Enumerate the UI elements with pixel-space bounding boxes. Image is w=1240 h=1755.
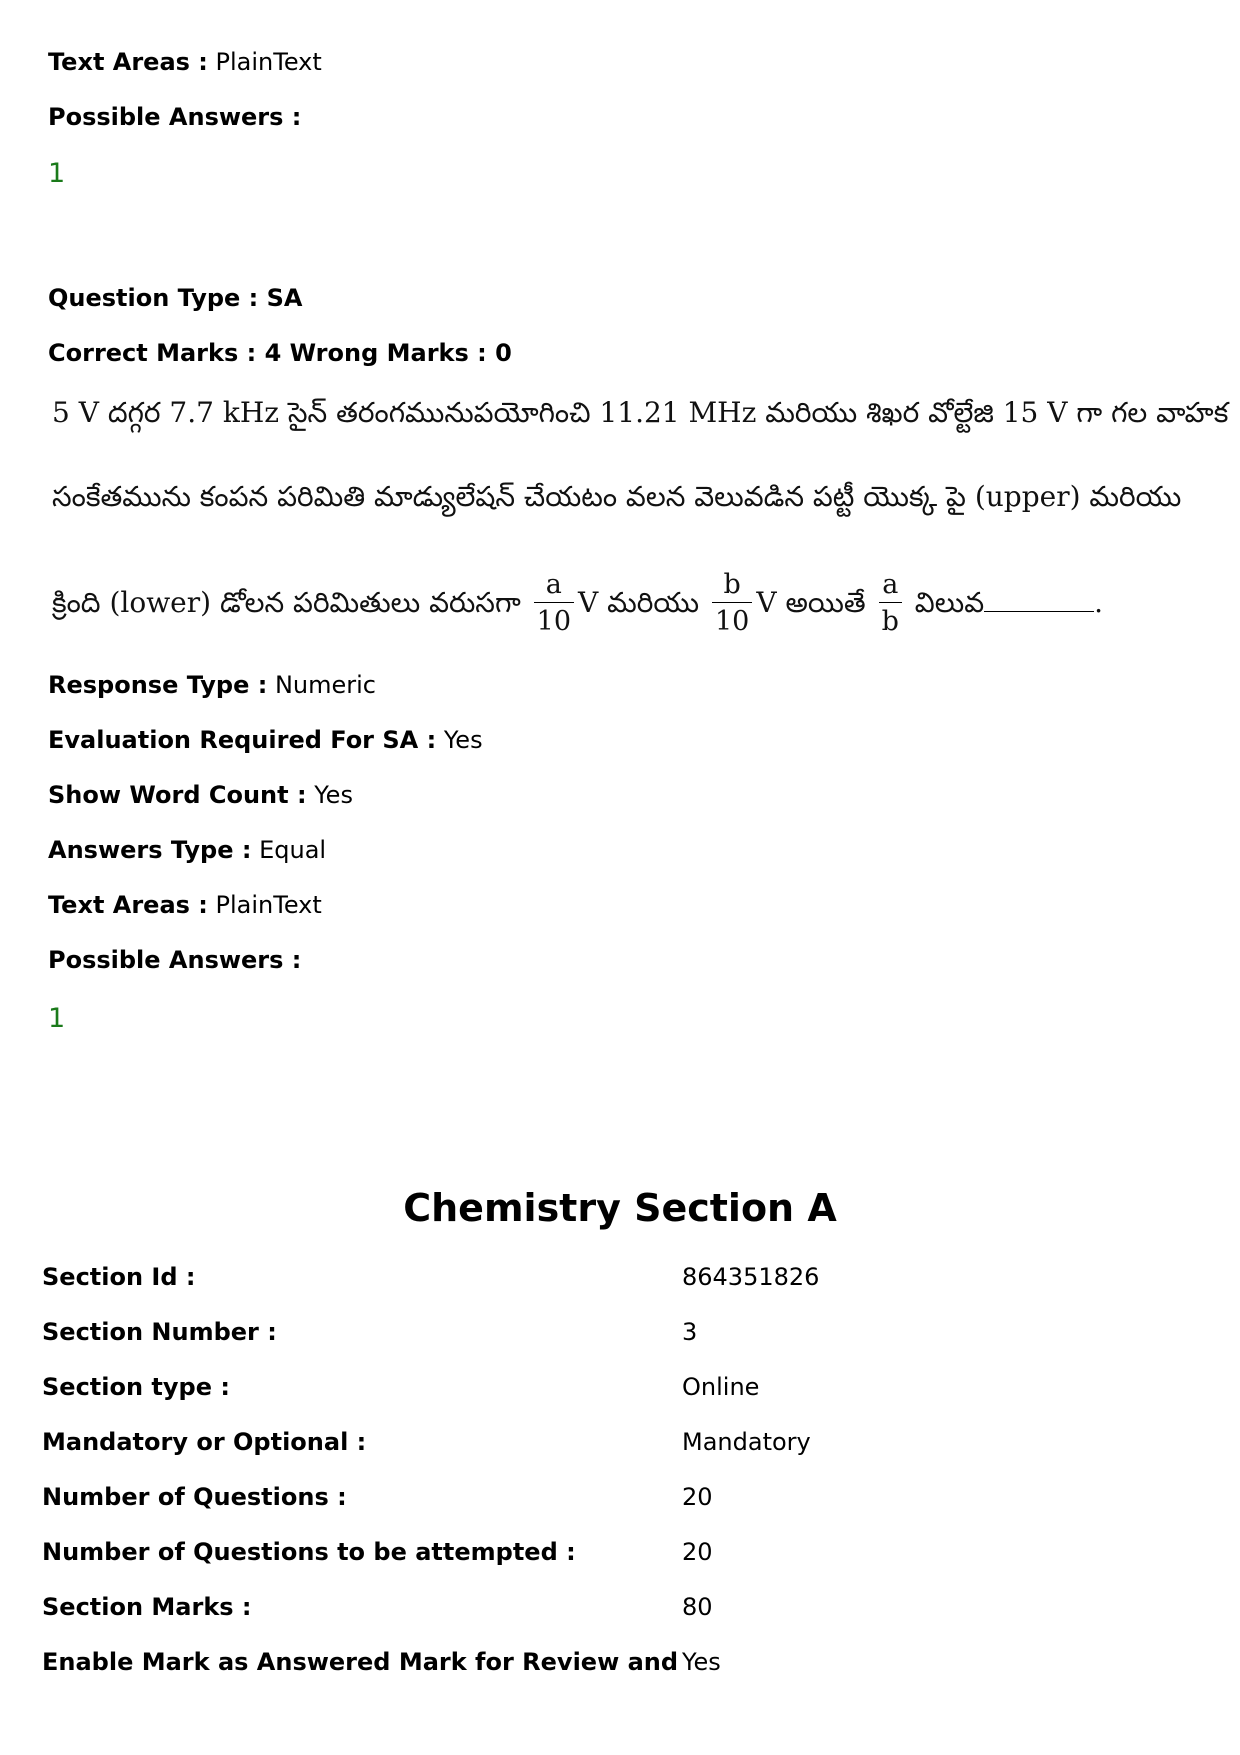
fraction-a-over-b-numerator: a bbox=[879, 568, 902, 603]
mandatory-optional-value: Mandatory bbox=[682, 1428, 811, 1456]
section-marks-value: 80 bbox=[682, 1593, 713, 1621]
section-id-label: Section Id : bbox=[42, 1263, 196, 1291]
top-text-areas bbox=[48, 47, 322, 77]
section-type-value: Online bbox=[682, 1373, 760, 1401]
word-value: విలువ bbox=[914, 586, 985, 619]
enable-mark-review-label: Enable Mark as Answered Mark for Review and bbox=[42, 1648, 679, 1676]
questions-to-attempt-value: 20 bbox=[682, 1538, 713, 1566]
question-text-line-2: సంకేతమును కంపన పరిమితి మాడ్యులేషన్ చేయటం వలన వెలువడిన పట్టీ యొక్క పై (upper) మరియు bbox=[52, 480, 1182, 513]
number-of-questions-value: 20 bbox=[682, 1483, 713, 1511]
show-word-count-value: Yes bbox=[314, 781, 353, 809]
section-number-label: Section Number : bbox=[42, 1318, 277, 1346]
question-text-line-1: 5 V దగ్గర 7.7 kHz సైన్ తరంగమునుపయోగించి 11.21 MHz మరియు శిఖర వోల్టేజి 15 V గా గల వాహక bbox=[52, 396, 1229, 429]
mandatory-optional-label: Mandatory or Optional : bbox=[42, 1428, 367, 1456]
fraction-a-over-b bbox=[879, 568, 902, 641]
evaluation-required-label: Evaluation Required For SA : bbox=[48, 726, 437, 754]
section-number-value: 3 bbox=[682, 1318, 698, 1346]
text-areas bbox=[48, 890, 322, 920]
fraction-b-over-10-denominator: 10 bbox=[714, 606, 750, 637]
text-areas-label: Text Areas : bbox=[48, 891, 208, 919]
fraction-a-over-10-denominator: 10 bbox=[536, 606, 571, 637]
show-word-count-label: Show Word Count : bbox=[48, 781, 307, 809]
fraction-a-over-10-numerator: a bbox=[534, 568, 574, 603]
question-line3-start: క్రింది (lower) డోలన పరిమితులు వరుసగా bbox=[52, 586, 521, 619]
fraction-a-over-10 bbox=[534, 568, 574, 641]
answer-blank bbox=[984, 585, 1094, 612]
period: . bbox=[1094, 586, 1104, 619]
word-and: మరియు bbox=[607, 586, 700, 619]
unit-v-1: V bbox=[578, 586, 599, 619]
top-text-areas-label: Text Areas : bbox=[48, 48, 208, 76]
evaluation-required-value: Yes bbox=[443, 726, 483, 754]
text-areas-value: PlainText bbox=[215, 891, 322, 919]
top-possible-answers-label: Possible Answers : bbox=[48, 103, 302, 131]
possible-answer: 1 bbox=[48, 1003, 66, 1034]
section-id-value: 864351826 bbox=[682, 1263, 820, 1291]
questions-to-attempt-label: Number of Questions to be attempted : bbox=[42, 1538, 576, 1566]
possible-answers-label: Possible Answers : bbox=[48, 946, 302, 974]
unit-v-2: V bbox=[756, 586, 777, 619]
response-type-label: Response Type : bbox=[48, 671, 268, 699]
enable-mark-review-value: Yes bbox=[682, 1648, 721, 1676]
section-title: Chemistry Section A bbox=[403, 1186, 837, 1230]
answers-type-label: Answers Type : bbox=[48, 836, 252, 864]
section-type-label: Section type : bbox=[42, 1373, 230, 1401]
show-word-count bbox=[48, 780, 353, 810]
fraction-b-over-10-numerator: b bbox=[712, 568, 752, 603]
section-marks-label: Section Marks : bbox=[42, 1593, 252, 1621]
top-possible-answer: 1 bbox=[48, 158, 66, 189]
top-text-areas-value: PlainText bbox=[215, 48, 322, 76]
response-type bbox=[48, 670, 376, 700]
question-type: Question Type : SA bbox=[48, 284, 303, 312]
number-of-questions-label: Number of Questions : bbox=[42, 1483, 347, 1511]
question-marks: Correct Marks : 4 Wrong Marks : 0 bbox=[48, 339, 512, 367]
question-text-line-3 bbox=[52, 568, 1103, 641]
answers-type-value: Equal bbox=[259, 836, 327, 864]
fraction-b-over-10 bbox=[712, 568, 752, 641]
answers-type bbox=[48, 835, 326, 865]
response-type-value: Numeric bbox=[274, 671, 376, 699]
word-if: అయితే bbox=[785, 586, 866, 619]
fraction-a-over-b-denominator: b bbox=[881, 606, 899, 637]
evaluation-required bbox=[48, 725, 483, 755]
